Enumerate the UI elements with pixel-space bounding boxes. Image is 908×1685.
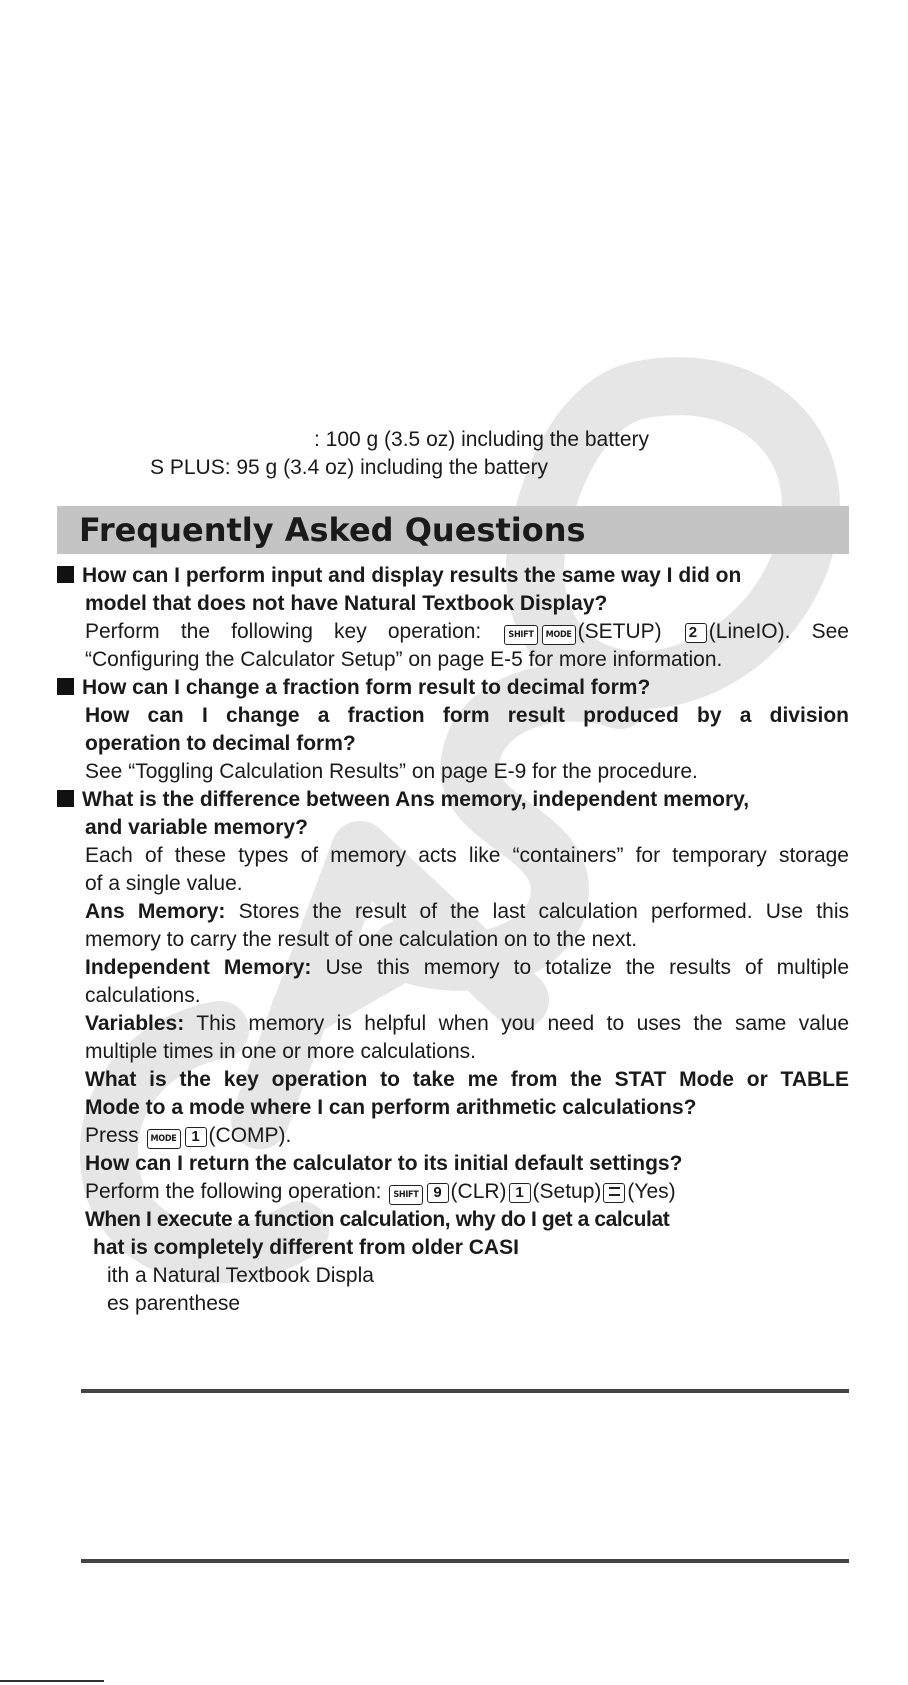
faq-q1-line-1: How can I perform input and display results the same way I did on	[57, 563, 741, 589]
mode-key-icon: MODE	[542, 625, 576, 645]
faq-a1-line-1: Perform the following key operation: SHIFT MODE (SETUP) 2 (LineIO). See	[85, 620, 849, 643]
faq-q1-line-2: model that does not have Natural Textbook Display?	[85, 592, 608, 615]
mode-key-icon: MODE	[147, 1129, 181, 1149]
faq-section-header	[57, 506, 849, 554]
faq-variables-line-2: multiple times in one or more calculations.	[85, 1040, 477, 1063]
shift-key-icon: SHIFT	[504, 625, 537, 645]
key-9-icon: 9	[427, 1183, 449, 1203]
faq-ans-memory-line-1: Ans Memory: Stores the result of the last calculation performed. Use this	[85, 900, 849, 923]
faq-independent-memory-line-2: calculations.	[85, 984, 201, 1007]
faq-a3-line-1: Each of these types of memory acts like “containers” for temporary storage	[85, 844, 849, 867]
square-bullet-icon	[57, 790, 74, 807]
divider-rule	[81, 1559, 849, 1563]
faq-variables-line-1: Variables: This memory is helpful when you need to uses the same value	[85, 1012, 849, 1035]
faq-a6-line-2: es parenthese	[107, 1292, 241, 1315]
weight-line-1: : 100 g (3.5 oz) including the battery	[314, 428, 650, 451]
faq-a6-line-1: ith a Natural Textbook Displa	[107, 1264, 374, 1287]
faq-q2-line-1: How can I change a fraction form result to decimal form?	[57, 675, 650, 701]
faq-q4-line-2: Mode to a mode where I can perform arithmetic calculations?	[85, 1096, 697, 1119]
faq-title: Frequently Asked Questions	[79, 511, 586, 549]
faq-q2-line-2: How can I change a fraction form result produced by a division	[85, 704, 849, 727]
faq-q6-line-2: hat is completely different from older CASI	[93, 1236, 519, 1259]
faq-q3-line-2: and variable memory?	[85, 816, 308, 839]
faq-ans-memory-line-2: memory to carry the result of one calculation on to the next.	[85, 928, 638, 951]
faq-a3-line-2: of a single value.	[85, 872, 243, 895]
faq-a4-line-1: Press MODE 1 (COMP).	[85, 1124, 292, 1147]
faq-q3-line-1: What is the difference between Ans memory, independent memory,	[57, 787, 749, 813]
key-2-icon: 2	[685, 623, 707, 643]
equals-key-icon	[603, 1183, 625, 1203]
key-1-icon: 1	[185, 1127, 207, 1147]
faq-a5-line-1: Perform the following operation: SHIFT 9 (CLR) 1 (Setup) (Yes)	[85, 1180, 676, 1203]
faq-independent-memory-line-1: Independent Memory: Use this memory to totalize the results of multiple	[85, 956, 850, 979]
square-bullet-icon	[57, 566, 74, 583]
faq-q5-line-1: How can I return the calculator to its initial default settings?	[85, 1152, 683, 1175]
key-1-icon: 1	[509, 1183, 531, 1203]
weight-line-2: S PLUS: 95 g (3.4 oz) including the battery	[150, 456, 549, 479]
divider-rule	[81, 1389, 849, 1393]
shift-key-icon: SHIFT	[389, 1185, 422, 1205]
faq-a1-line-2: “Configuring the Calculator Setup” on page E-5 for more information.	[85, 648, 723, 671]
faq-q2-line-3: operation to decimal form?	[85, 732, 356, 755]
square-bullet-icon	[57, 678, 74, 695]
footer-stub-line	[0, 1680, 104, 1682]
faq-q6-line-1: When I execute a function calculation, why do I get a calculat	[85, 1208, 670, 1231]
faq-a2-line-1: See “Toggling Calculation Results” on page E-9 for the procedure.	[85, 760, 698, 783]
faq-q4-line-1: What is the key operation to take me from the STAT Mode or TABLE	[85, 1068, 849, 1091]
